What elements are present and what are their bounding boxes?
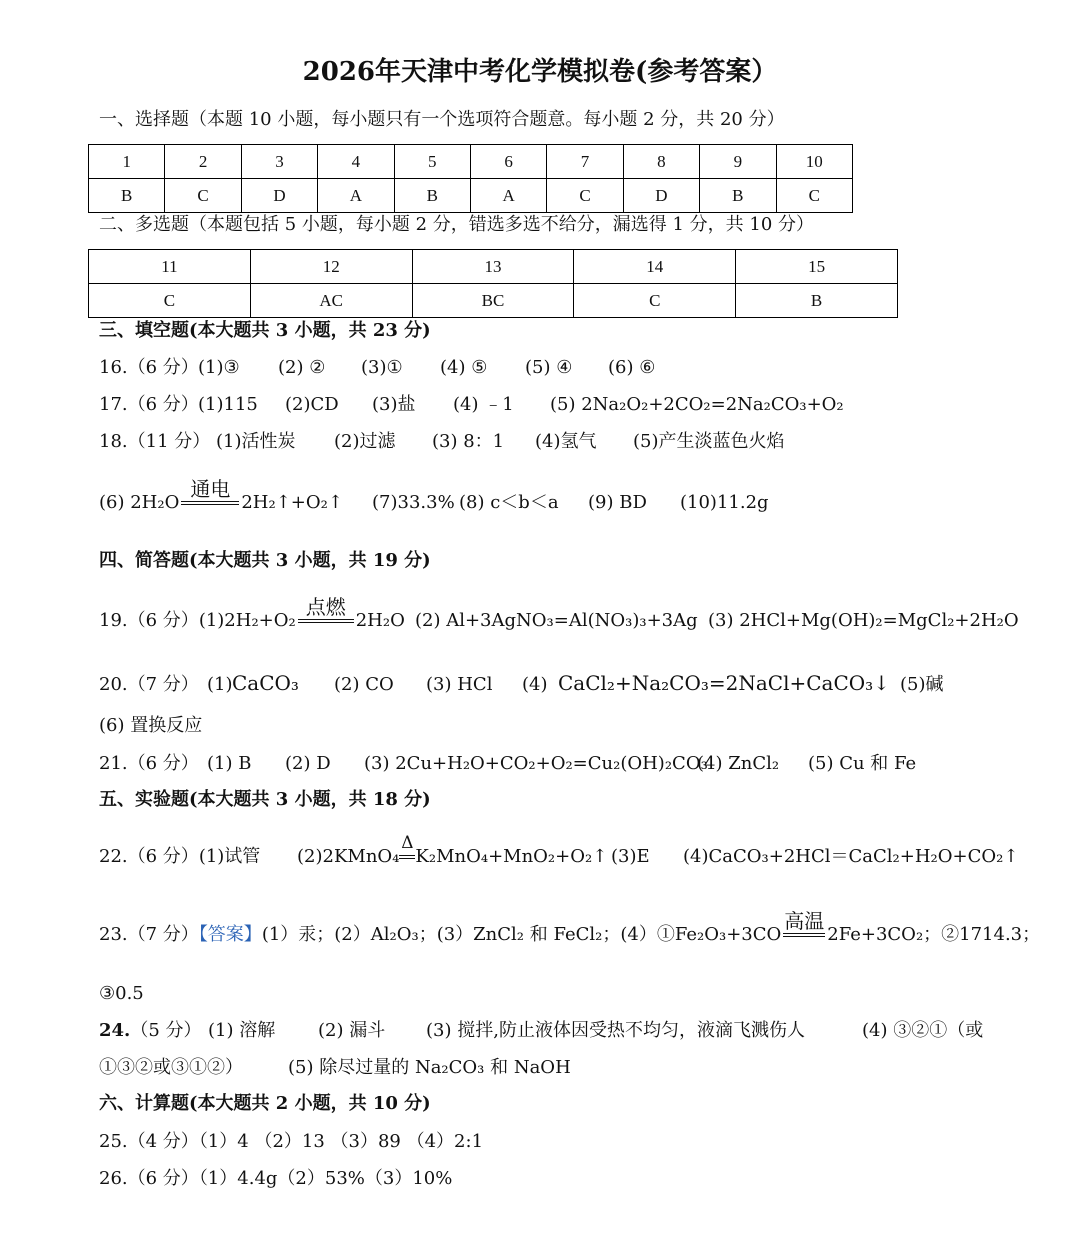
question-number-cell: 1: [89, 145, 165, 179]
q18-line2: [99, 477, 343, 514]
answer-cell: C: [89, 284, 251, 318]
q21-answer: (2) D: [285, 753, 331, 774]
q19-line: [99, 595, 405, 632]
q22-answer: (1)试管: [198, 846, 261, 867]
q18-answer: (5)产生淡蓝色火焰: [633, 431, 785, 452]
q21-label: 21.（6 分）: [99, 753, 199, 774]
section2-answer-table: [88, 249, 898, 318]
answer-cell: D: [623, 179, 699, 213]
q17-answer: (2)CD: [285, 394, 339, 415]
q18-answer: (8) c＜b＜a: [459, 492, 559, 513]
table-row: [89, 179, 853, 213]
page-title: 2026年天津中考化学模拟卷(参考答案）: [302, 57, 778, 87]
q24-answer: (2) 漏斗: [318, 1020, 386, 1041]
question-number-cell: 15: [736, 250, 898, 284]
question-number-cell: 14: [574, 250, 736, 284]
q19-answer: (1)2H₂+O₂: [198, 610, 296, 631]
q16-answer: (1)③: [198, 357, 240, 378]
q21-answer: (1) B: [207, 753, 252, 774]
q18-answer: (10)11.2g: [680, 492, 769, 513]
q19-label: 19.（6 分）: [99, 610, 199, 631]
answer-cell: C: [547, 179, 623, 213]
q26-answer: （1）4.4g（2）53%（3）10%: [198, 1168, 453, 1189]
q17-answer: (3)盐: [372, 394, 416, 415]
q21-answer: (4) ZnCl₂: [697, 753, 780, 774]
reaction-condition: [181, 477, 239, 514]
q18-answer: (9) BD: [588, 492, 647, 513]
section3-heading: 三、填空题(本大题共 3 小题，共 23 分): [99, 320, 431, 341]
q20-answer: (2) CO: [334, 674, 394, 695]
q26-line: [99, 1168, 452, 1190]
q22-answer: (3)E: [611, 846, 650, 867]
q23-answer: ③0.5: [99, 983, 144, 1004]
section2-heading: 二、多选题（本题包括 5 小题，每小题 2 分，错选多选不给分，漏选得 1 分，共 10 分）: [99, 214, 815, 235]
q19-answer: (2) Al+3AgNO₃=Al(NO₃)₃+3Ag: [415, 610, 698, 631]
question-number-cell: 2: [165, 145, 241, 179]
question-number-cell: 6: [470, 145, 546, 179]
q18-answer: (4)氢气: [535, 431, 597, 452]
question-number-cell: 9: [700, 145, 776, 179]
section6-heading: 六、计算题(本大题共 2 小题，共 10 分): [99, 1093, 431, 1114]
q23-line: [99, 909, 1041, 946]
question-number-cell: 3: [241, 145, 317, 179]
q24-answer: (5) 除尽过量的 Na₂CO₃ 和 NaOH: [288, 1057, 571, 1078]
q25-line: [99, 1131, 483, 1153]
q18-answer: (1)活性炭: [216, 431, 296, 452]
q25-label: 25.（4 分）: [99, 1131, 199, 1152]
table-row: [89, 284, 898, 318]
q26-label: 26.（6 分）: [99, 1168, 199, 1189]
q20-answer: (5)碱: [900, 674, 944, 695]
q18-answer: (2)过滤: [334, 431, 396, 452]
answer-cell: C: [165, 179, 241, 213]
q20-answer-prefix: (1): [207, 674, 233, 695]
answer-cell: A: [470, 179, 546, 213]
q22-answer: (2)2KMnO₄: [297, 846, 400, 867]
answer-tag: 【答案】: [198, 924, 262, 945]
q20-answer: (3) HCl: [426, 674, 493, 695]
q20-answer-prefix: (4): [522, 674, 548, 695]
q24-answer: (1) 溶解: [208, 1020, 276, 1041]
q24-answer: ①③②或③①②）: [99, 1057, 243, 1078]
question-number-cell: 11: [89, 250, 251, 284]
condition-text: 高温: [784, 909, 825, 933]
q20-answer: CaCO₃: [232, 671, 299, 695]
question-number-cell: 13: [412, 250, 574, 284]
section1-heading: 一、选择题（本题 10 小题，每小题只有一个选项符合题意。每小题 2 分，共 20 分）: [99, 109, 785, 130]
question-number-cell: 12: [250, 250, 412, 284]
reaction-condition: [783, 909, 825, 946]
answer-cell: B: [700, 179, 776, 213]
q16-label: 16.（6 分）: [99, 357, 199, 378]
table-row: [89, 250, 898, 284]
q22-answer: (4)CaCO₃+2HCl＝CaCl₂+H₂O+CO₂↑: [683, 846, 1019, 867]
q17-answer: (1)115: [198, 394, 258, 415]
section4-heading: 四、简答题(本大题共 3 小题，共 19 分): [99, 550, 431, 571]
question-number-cell: 5: [394, 145, 470, 179]
q16-answer: (3)①: [361, 357, 403, 378]
answer-cell: D: [241, 179, 317, 213]
condition-text: 点燃: [305, 595, 346, 619]
q25-answer: （1）4 （2）13 （3）89 （4）2:1: [198, 1131, 484, 1152]
q21-answer: (5) Cu 和 Fe: [808, 753, 917, 774]
q23-label: 23.（7 分）: [99, 924, 199, 945]
q20-answer: CaCl₂+Na₂CO₃=2NaCl+CaCO₃↓: [558, 671, 890, 695]
q22-line: [99, 846, 260, 868]
condition-text: 通电: [190, 477, 231, 501]
q22-equation: [297, 833, 608, 868]
reaction-condition: [399, 833, 415, 868]
q23-answer: (1）汞；(2）Al₂O₃；(3）ZnCl₂ 和 FeCl₂；(4）①Fe₂O₃+3CO: [261, 924, 782, 945]
answer-cell: BC: [412, 284, 574, 318]
answer-cell: B: [736, 284, 898, 318]
section5-heading: 五、实验题(本大题共 3 小题，共 18 分): [99, 789, 431, 810]
question-number-cell: 4: [318, 145, 394, 179]
q24-answer: (3) 搅拌,防止液体因受热不均匀，液滴飞溅伤人: [426, 1020, 805, 1041]
q17-label: 17.（6 分）: [99, 394, 199, 415]
q16-answer: (2) ②: [278, 357, 326, 378]
question-number-cell: 10: [776, 145, 852, 179]
q18-label: 18.（11 分）: [99, 431, 211, 452]
answer-cell: A: [318, 179, 394, 213]
q24-points: （5 分）: [130, 1020, 202, 1041]
answer-cell: C: [776, 179, 852, 213]
q19-answer: 2H₂O: [355, 610, 405, 631]
answer-cell: B: [89, 179, 165, 213]
q22-label: 22.（6 分）: [99, 846, 199, 867]
question-number-cell: 7: [547, 145, 623, 179]
q18-answer: (6) 2H₂O: [99, 492, 180, 513]
q24-number: 24.: [99, 1020, 131, 1041]
answer-cell: C: [574, 284, 736, 318]
q22-answer: K₂MnO₄+MnO₂+O₂↑: [415, 846, 608, 867]
q18-answer: 2H₂↑+O₂↑: [241, 492, 343, 513]
condition-text: Δ: [401, 833, 414, 853]
question-number-cell: 8: [623, 145, 699, 179]
q24-answer: (4) ③②①（或: [862, 1020, 984, 1041]
answer-cell: B: [394, 179, 470, 213]
q16-answer: (4) ⑤: [440, 357, 488, 378]
q18-answer: (7)33.3%: [372, 492, 455, 513]
q19-answer: (3) 2HCl+Mg(OH)₂=MgCl₂+2H₂O: [708, 610, 1019, 631]
q20-label: 20.（7 分）: [99, 674, 199, 695]
answer-cell: AC: [250, 284, 412, 318]
q16-answer: (5) ④: [525, 357, 573, 378]
section1-answer-table: [88, 144, 853, 213]
reaction-condition: [298, 595, 354, 632]
q18-answer: (3) 8：1: [432, 431, 505, 452]
q20-answer: (6) 置换反应: [99, 715, 203, 736]
q17-answer: (4) ﹣1: [453, 394, 514, 415]
table-row: [89, 145, 853, 179]
q17-answer: (5) 2Na₂O₂+2CO₂=2Na₂CO₃+O₂: [550, 394, 844, 415]
q16-answer: (6) ⑥: [608, 357, 656, 378]
q21-answer: (3) 2Cu+H₂O+CO₂+O₂=Cu₂(OH)₂CO₃: [364, 753, 708, 774]
q23-answer: 2Fe+3CO₂；②1714.3；: [827, 924, 1041, 945]
q24-label: [99, 1020, 202, 1042]
